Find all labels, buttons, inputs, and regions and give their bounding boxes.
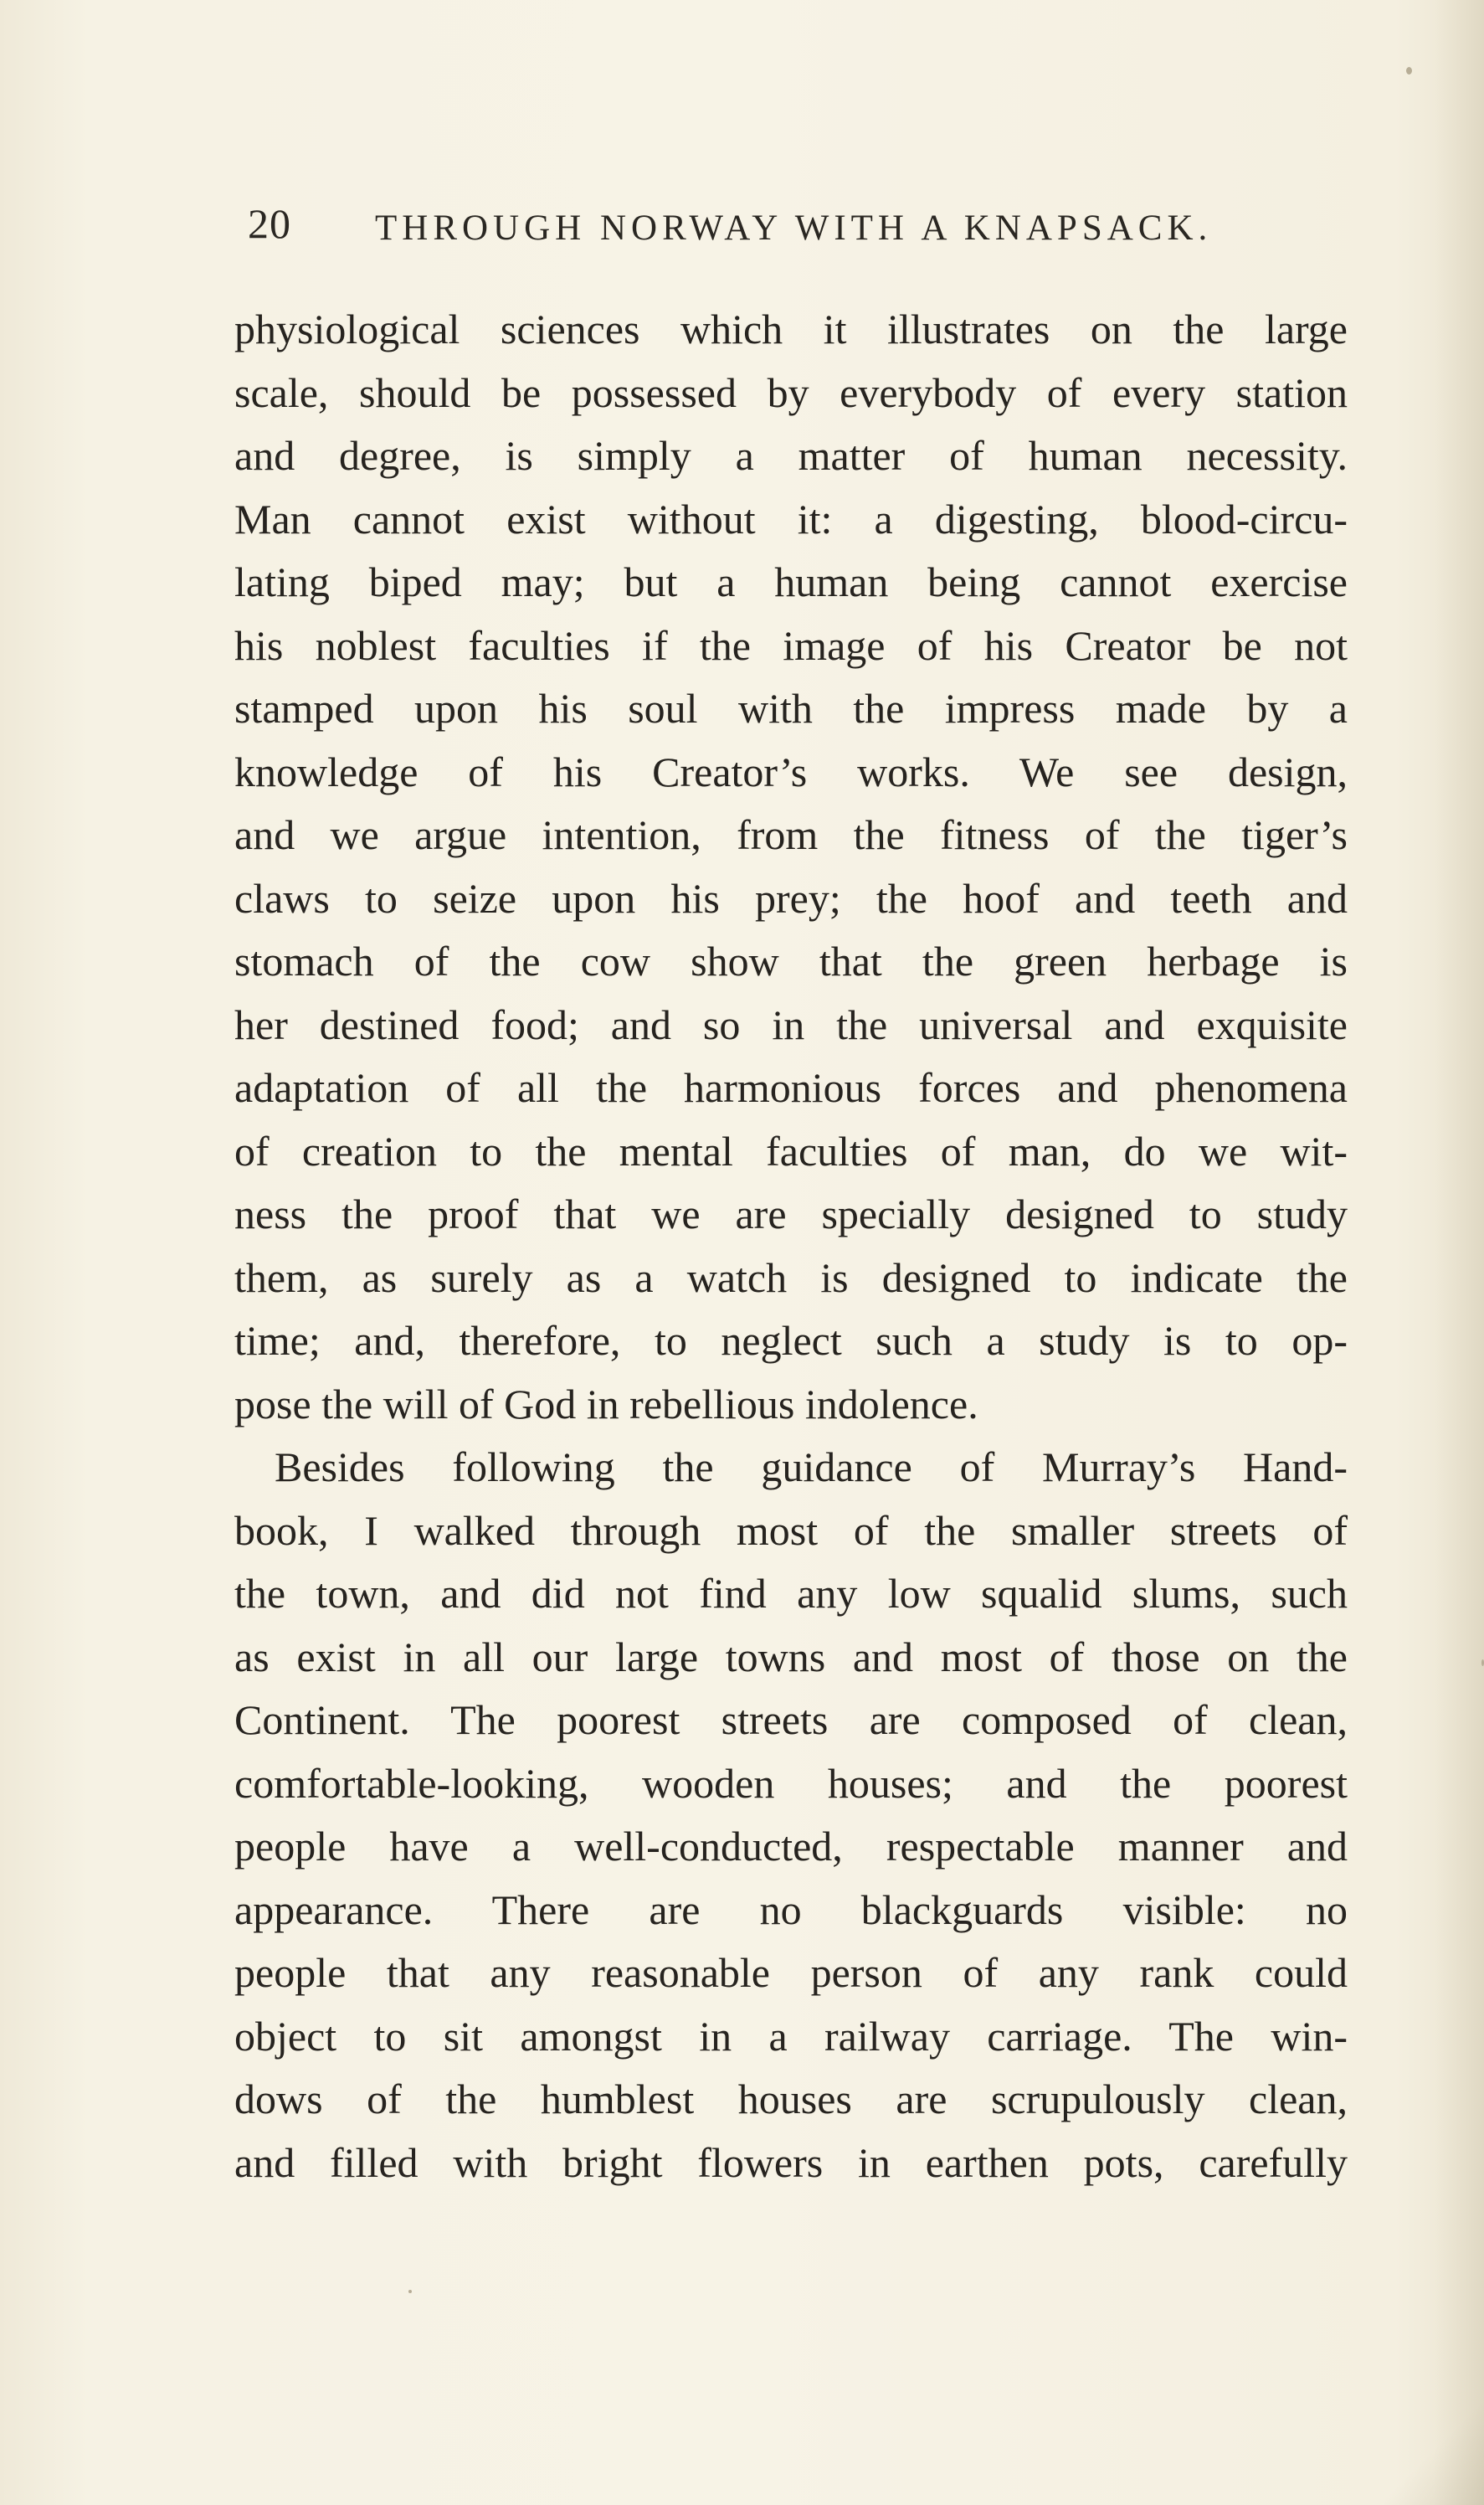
paragraph-first-line: Besides following the guidance of Murray’s Hand- [275,1443,1348,1490]
text-line: stomach of the cow show that the green herbage is [234,938,1348,985]
text-line: lating biped may; but a human being cannot exercise [234,558,1348,605]
text-line: comfortable-looking, wooden houses; and the poorest [234,1759,1348,1807]
page-header [248,199,1252,266]
text-line: his noblest faculties if the image of his Creator be not [234,621,1348,669]
text-line: as exist in all our large towns and most of those on the [234,1633,1348,1680]
text-line: stamped upon his soul with the impress made by a [234,685,1348,732]
text-line: object to sit amongst in a railway carriage. The win- [234,2012,1348,2060]
text-line: her destined food; and so in the universal and exquisite [234,1000,1348,1048]
text-line: and degree, is simply a matter of human necessity. [234,432,1348,479]
text-line: them, as surely as a watch is designed to indicate the [234,1253,1348,1301]
paper-speck [1406,67,1412,75]
text-line: the town, and did not find any low squalid slums, such [234,1570,1348,1617]
text-line: people that any reasonable person of any rank could [234,1949,1348,1996]
body-text [234,298,1348,2194]
running-head: THROUGH NORWAY WITH A KNAPSACK. [375,208,1213,248]
text-line: adaptation of all the harmonious forces and phenomena [234,1064,1348,1111]
text-line: and we argue intention, from the fitness of the tiger’s [234,811,1348,858]
page-edge-shadow [1434,0,1484,2505]
text-line: Man cannot exist without it: a digesting, blood-circu- [234,495,1348,543]
text-line: physiological sciences which it illustrates on the large [234,306,1348,352]
text-line: time; and, therefore, to neglect such a study is to op- [234,1317,1348,1364]
text-line: claws to seize upon his prey; the hoof and teeth and [234,874,1348,922]
text-line: pose the will of God in rebellious indolence. [234,1380,978,1427]
text-line: dows of the humblest houses are scrupulously clean, [234,2075,1348,2122]
paper-speck [408,2290,412,2293]
text-line: knowledge of his Creator’s works. We see design, [234,748,1348,795]
text-line: of creation to the mental faculties of man, do we wit- [234,1127,1348,1175]
text-line: ness the proof that we are specially designed to study [234,1191,1348,1237]
text-line: book, I walked through most of the smaller streets of [234,1506,1348,1554]
text-line: appearance. There are no blackguards visible: no [234,1885,1348,1933]
text-line: Continent. The poorest streets are composed of clean, [234,1696,1348,1743]
text-line: and filled with bright flowers in earthen pots, carefully [234,2138,1348,2186]
page-number: 20 [248,200,291,247]
page-corner-shading [1384,2371,1484,2505]
text-line: people have a well-conducted, respectable manner and [234,1823,1348,1870]
text-line: scale, should be possessed by everybody of every station [234,368,1348,416]
